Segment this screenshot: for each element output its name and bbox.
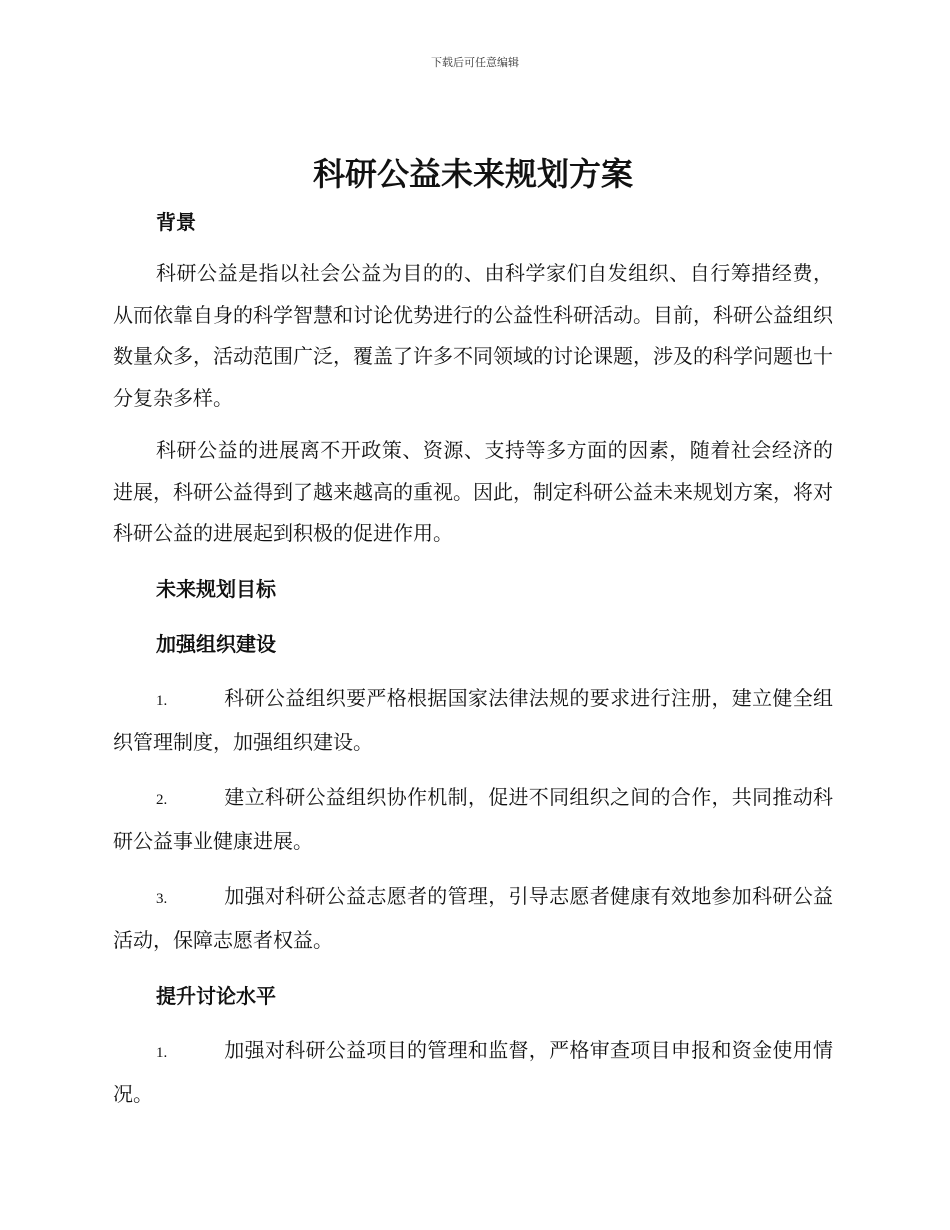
paragraph-background-2: 科研公益的进展离不开政策、资源、支持等多方面的因素，随着社会经济的进展，科研公益得到了越来越高的重视。因此，制定科研公益未来规划方案，将对科研公益的进展起到积极的促进作用。 <box>113 438 833 545</box>
list-item-text: 科研公益组织要严格根据国家法律法规的要求进行注册，建立健全组织管理制度，加强组织建设。 <box>113 685 833 754</box>
list-item-number: 1. <box>156 692 168 709</box>
list-item-text: 建立科研公益组织协作机制，促进不同组织之间的合作，共同推动科研公益事业健康进展。 <box>113 784 833 853</box>
list-item-text: 加强对科研公益志愿者的管理，引导志愿者健康有效地参加科研公益活动，保障志愿者权益。 <box>113 883 833 952</box>
header-note: 下载后可任意编辑 <box>431 56 519 69</box>
document-title: 科研公益未来规划方案 <box>312 155 633 193</box>
list-item-research-1 <box>113 1030 833 1116</box>
list-item-org-2 <box>113 777 833 863</box>
list-item-org-3 <box>113 876 833 962</box>
list-item-text: 加强对科研公益项目的管理和监督，严格审查项目申报和资金使用情况。 <box>113 1037 833 1106</box>
paragraph-background-1: 科研公益是指以社会公益为目的的、由科学家们自发组织、自行筹措经费，从而依靠自身的科学智慧和讨论优势进行的公益性科研活动。目前，科研公益组织数量众多，活动范围广泛，覆盖了许多不同领域的讨论课题，涉及的科学问题也十分复杂多样。 <box>113 261 833 410</box>
section-heading-organization: 加强组织建设 <box>156 631 276 656</box>
section-heading-research: 提升讨论水平 <box>156 983 276 1008</box>
list-item-org-1 <box>113 678 833 764</box>
list-item-number: 3. <box>156 890 168 907</box>
document-body <box>113 146 833 1116</box>
section-heading-background: 背景 <box>156 210 196 234</box>
list-item-number: 2. <box>156 791 168 808</box>
section-heading-goals: 未来规划目标 <box>156 576 276 601</box>
list-item-number: 1. <box>156 1044 168 1061</box>
